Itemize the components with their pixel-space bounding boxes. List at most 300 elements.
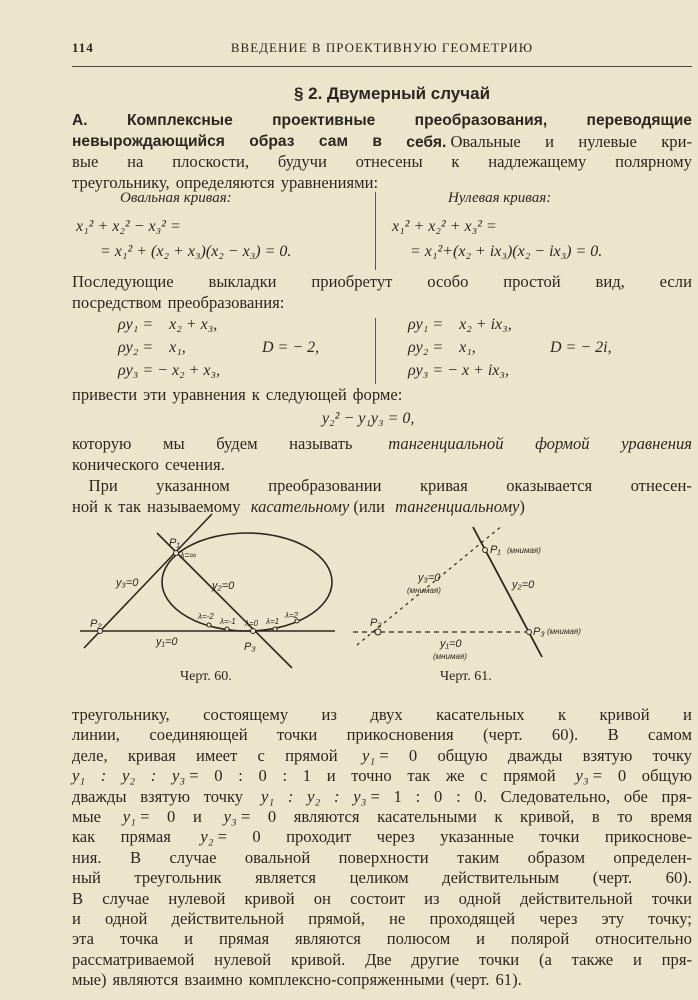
- label-y1: y₁=0: [440, 638, 462, 650]
- word: нулевые: [578, 131, 637, 151]
- word: :: [100, 766, 107, 786]
- word: дважды: [507, 745, 563, 765]
- word: треугольник: [134, 868, 222, 888]
- word: =: [375, 745, 389, 765]
- word: и: [476, 929, 485, 949]
- word-group: [406, 132, 521, 153]
- word: общую: [437, 745, 488, 765]
- word: мы: [162, 434, 185, 453]
- word: так: [407, 766, 431, 786]
- word: 0: [167, 807, 176, 826]
- word: через: [539, 909, 578, 928]
- word: являются: [112, 970, 179, 990]
- word: и: [632, 949, 642, 969]
- text-line: [72, 950, 692, 970]
- label-lambda-m1: λ=-1: [220, 617, 236, 626]
- word: точку: [203, 786, 248, 806]
- transform-left-determinant: D = − 2,: [262, 339, 320, 356]
- word: (или: [349, 497, 390, 516]
- point-p2: [375, 629, 381, 635]
- word: преобразования:: [167, 292, 285, 312]
- word: мые): [72, 970, 107, 990]
- point-lambda-m2: [207, 623, 211, 627]
- oval-equation-1: x₁² + x₂² − x₃² =: [76, 218, 181, 235]
- word-group: [353, 787, 380, 807]
- text-line: [72, 848, 692, 868]
- word: таким: [457, 847, 500, 867]
- word: на: [127, 152, 144, 171]
- word: преобразования,: [414, 112, 548, 129]
- point-p3: [251, 629, 256, 634]
- text-line: [72, 766, 692, 786]
- word: проективные: [272, 112, 376, 129]
- word: указанном: [156, 476, 230, 495]
- word: проходит: [286, 827, 352, 847]
- text-line: [72, 807, 692, 827]
- word: Две: [365, 949, 392, 969]
- word-group: [224, 807, 251, 827]
- word: ): [519, 497, 525, 516]
- word: образ: [249, 132, 295, 150]
- transform-left-3: ρy₃ = − x₂ + x₃,: [118, 362, 221, 379]
- word: и: [545, 131, 555, 151]
- word: так: [118, 497, 142, 516]
- text-line: [72, 889, 692, 909]
- word: проходящей: [429, 909, 516, 928]
- word: точно: [351, 766, 392, 786]
- text-line: [72, 272, 692, 292]
- word: прямой: [285, 745, 342, 765]
- word: не: [389, 909, 406, 928]
- word: y₂: [307, 786, 321, 806]
- label-p2: P₂: [370, 617, 382, 629]
- word: 1: [393, 786, 402, 806]
- transform-right-2: ρy₂ = x₁,: [408, 339, 476, 356]
- word: из: [321, 705, 337, 724]
- word-group: [362, 746, 389, 766]
- transform-divider: [375, 318, 376, 384]
- word: треугольнику,: [72, 705, 170, 724]
- word: 0: [214, 766, 223, 786]
- word: и: [184, 929, 194, 949]
- word: если: [659, 272, 692, 291]
- word: нулевой: [214, 949, 272, 969]
- word: пря-: [661, 786, 692, 806]
- word: обе: [623, 786, 648, 806]
- word: Последующие: [72, 272, 174, 291]
- word: эти: [143, 385, 167, 404]
- label-lambda-m2: λ=-2: [198, 612, 214, 621]
- word: касательному: [250, 497, 350, 516]
- word: определен-: [613, 847, 692, 867]
- word: уравнения: [621, 434, 692, 453]
- text-line: [72, 385, 692, 405]
- word: состоящему: [203, 705, 289, 724]
- transform-left-2: ρy₂ = x₁,: [118, 339, 186, 356]
- label-p3-note: (мнимая): [547, 627, 581, 636]
- word: 0: [408, 745, 418, 765]
- word: конического: [72, 455, 159, 474]
- word: является: [255, 868, 317, 888]
- word: кри-: [661, 131, 692, 151]
- word: двух: [370, 705, 403, 724]
- word: кривая: [419, 476, 468, 495]
- oval-equation-2: = x₁² + (x₂ + x₃)(x₂ − x₃) = 0.: [100, 243, 292, 260]
- word: полярой: [510, 929, 570, 949]
- label-y1-note: (мнимая): [433, 652, 467, 661]
- word: посредством: [72, 292, 162, 312]
- word: Комплексные: [126, 112, 233, 129]
- word: указанные: [440, 827, 514, 847]
- word: деле,: [72, 745, 108, 765]
- word: поверхности: [338, 847, 429, 867]
- word: общую: [641, 766, 692, 786]
- word: другие: [411, 949, 460, 969]
- word: будучи: [277, 152, 327, 171]
- oval-heading: Овальная кривая:: [120, 190, 232, 206]
- text-line: [72, 929, 692, 949]
- text-line: [72, 868, 692, 888]
- word: касательными: [377, 807, 477, 826]
- word: тангенциальному: [395, 497, 520, 516]
- word: комплексно-сопряженными: [248, 970, 444, 990]
- word: особо: [427, 272, 469, 291]
- word: 0: [434, 786, 443, 806]
- word: y₂: [200, 827, 214, 847]
- word: рассматриваемой: [72, 949, 195, 969]
- word-group: [200, 827, 227, 847]
- text-line: [72, 455, 692, 475]
- text-line: [72, 434, 692, 454]
- word: соединяющей: [149, 725, 248, 745]
- label-lambda-2: λ=2: [285, 611, 299, 620]
- word: к: [451, 152, 460, 171]
- header-rule: [72, 66, 692, 67]
- word: линии,: [72, 725, 120, 745]
- point-lambda-1: [273, 627, 277, 631]
- word: полярному: [615, 152, 692, 171]
- word: определяются: [175, 172, 275, 192]
- word: невырождающийся: [72, 132, 225, 150]
- word: как: [72, 827, 96, 847]
- word: точки: [277, 725, 318, 745]
- word: 60).: [551, 725, 579, 745]
- word: к: [558, 705, 567, 724]
- word: являются: [293, 807, 360, 826]
- word: с: [257, 745, 265, 765]
- word: и: [326, 766, 336, 786]
- word: относительно: [595, 929, 692, 949]
- word: прямая: [120, 827, 175, 847]
- point-p1: [174, 551, 179, 556]
- word: следующей: [265, 385, 347, 404]
- label-lambda-0: λ=0: [245, 619, 259, 628]
- word: то: [617, 807, 633, 826]
- word: себя.: [406, 133, 447, 151]
- word: кривой.: [290, 949, 346, 969]
- word: вид,: [595, 272, 625, 291]
- word: прямой,: [308, 909, 365, 928]
- word: 60).: [665, 868, 692, 888]
- word: действительным: [442, 868, 560, 888]
- label-p3: P₃: [244, 641, 256, 653]
- oval-curve: [162, 533, 332, 631]
- word: (черт.: [483, 725, 523, 745]
- word: целиком: [349, 868, 409, 888]
- label-y3: y₃=0: [116, 577, 139, 589]
- word: y₃: [223, 807, 237, 826]
- word: взаимно: [184, 970, 243, 990]
- word: из: [424, 888, 440, 908]
- word: формой: [535, 434, 590, 453]
- word: =: [213, 827, 228, 847]
- word: будем: [216, 434, 258, 453]
- text-line: [72, 827, 692, 847]
- word: эта: [72, 929, 94, 949]
- word: мые: [72, 807, 106, 826]
- word: одной: [105, 909, 148, 928]
- word: взятую: [140, 786, 190, 806]
- word: случае: [102, 888, 150, 908]
- word: оказывается: [506, 476, 593, 495]
- word: точки: [478, 949, 520, 969]
- word: время: [650, 807, 692, 826]
- word: (а: [538, 949, 552, 969]
- word: В: [129, 847, 142, 867]
- word: форме:: [352, 385, 403, 404]
- word: сам: [318, 132, 348, 150]
- word: кривой,: [520, 807, 575, 826]
- word: :: [333, 786, 340, 806]
- word: он: [313, 888, 331, 908]
- transform-right-1: ρy₁ = x₂ + ix₃,: [408, 316, 512, 333]
- label-p2: P₂: [90, 618, 102, 630]
- word: прямой: [503, 766, 560, 786]
- word: отнесен-: [630, 476, 692, 495]
- word: также: [571, 949, 614, 969]
- word: имеет: [195, 745, 238, 765]
- word: тангенциальной: [388, 434, 504, 453]
- point-p1: [483, 548, 488, 553]
- null-equation-2: = x₁²+(x₂ + ix₃)(x₂ − ix₃) = 0.: [410, 243, 603, 260]
- word: самом: [648, 725, 692, 745]
- word-group: [576, 766, 603, 786]
- point-p3: [527, 630, 532, 635]
- word: 1: [302, 766, 312, 786]
- figure-60: [80, 514, 335, 668]
- word: точка: [119, 929, 159, 949]
- word: в: [372, 132, 382, 150]
- label-y2: y₂=0: [512, 579, 535, 591]
- word: являются: [295, 929, 361, 949]
- transform-left-1: ρy₁ = x₂ + x₃,: [118, 316, 218, 333]
- word: точки: [651, 888, 692, 908]
- word: отнесены: [355, 152, 423, 171]
- text-line: [72, 152, 692, 172]
- word: :: [287, 786, 294, 806]
- figure-61-caption: Черт. 61.: [440, 669, 492, 684]
- word: называть: [289, 434, 357, 453]
- null-heading: Нулевая кривая:: [448, 190, 552, 206]
- word: :: [282, 766, 288, 786]
- word: В: [607, 725, 619, 745]
- word: y₃: [171, 766, 186, 786]
- word: случае: [169, 847, 217, 867]
- equation-divider: [375, 192, 376, 270]
- transform-right-determinant: D = − 2i,: [550, 339, 612, 356]
- word: y₃: [575, 766, 589, 786]
- word: прямая: [218, 929, 270, 949]
- label-y2: y₂=0: [212, 580, 235, 592]
- point-lambda-m1: [225, 627, 229, 631]
- word: При: [72, 476, 118, 495]
- text-line: [72, 705, 692, 725]
- word: 0: [617, 766, 627, 786]
- word: ния.: [72, 847, 102, 867]
- word: А.: [72, 112, 88, 129]
- word: действительной: [171, 909, 285, 928]
- word: y₁: [362, 745, 376, 765]
- text-line: [72, 293, 692, 313]
- word: y₁: [260, 786, 275, 806]
- word: =: [236, 807, 251, 826]
- word: и: [72, 909, 81, 928]
- word: ный: [72, 868, 101, 888]
- line-y3: [84, 514, 212, 648]
- word: точку;: [648, 909, 692, 928]
- word: y₁: [72, 766, 86, 786]
- word: y₃: [353, 786, 367, 806]
- word: эту: [601, 909, 624, 928]
- word: к: [494, 807, 503, 826]
- transform-right-3: ρy₃ = − x + ix₃,: [408, 362, 509, 379]
- word: через: [376, 827, 415, 847]
- word: =: [135, 807, 150, 826]
- word: ной: [72, 497, 99, 516]
- word: Следовательно,: [500, 786, 611, 806]
- text-line: [72, 132, 692, 153]
- word: к: [104, 497, 113, 516]
- word: называемому: [147, 497, 245, 516]
- word: :: [238, 766, 243, 786]
- word: переводящие: [586, 112, 692, 129]
- word: вые: [72, 152, 99, 171]
- word-group: [172, 766, 199, 786]
- label-p1-note: (мнимая): [507, 546, 541, 555]
- word: 0: [252, 827, 261, 847]
- word: треугольнику,: [72, 172, 170, 192]
- word: нулевой: [168, 888, 226, 908]
- word: касательных: [436, 705, 525, 724]
- word: с: [480, 766, 488, 786]
- word: =: [185, 766, 199, 786]
- label-y3-note: (мнимая): [407, 586, 441, 595]
- word: точки: [539, 827, 580, 847]
- word: приобретут: [311, 272, 393, 291]
- word: 0.: [474, 786, 487, 806]
- section-title: § 2. Двумерный случай: [293, 84, 491, 103]
- word: кривой: [244, 888, 295, 908]
- text-line: [72, 725, 692, 745]
- word: преобразовании: [268, 476, 382, 495]
- label-p1: P₁: [490, 544, 501, 556]
- word: =: [366, 786, 380, 806]
- page-number: 114: [72, 40, 94, 55]
- word: уравнения: [172, 385, 246, 404]
- word: :: [150, 766, 157, 786]
- text-line: [72, 909, 692, 929]
- text-line: [72, 970, 692, 990]
- text-line: [72, 476, 692, 496]
- word: полюсом: [386, 929, 451, 949]
- word: пря-: [661, 949, 692, 969]
- word: :: [415, 786, 421, 806]
- null-equation-1: x₁² + x₂² + x₃² =: [392, 218, 497, 235]
- word: привести: [72, 385, 138, 404]
- word: =: [588, 766, 603, 786]
- word: в: [591, 807, 600, 826]
- word: кривая: [127, 745, 176, 765]
- word: простой: [503, 272, 561, 291]
- word: взятую: [582, 745, 633, 765]
- word: же: [445, 766, 465, 786]
- tangential-equation: y₂² − y₁y₃ = 0,: [322, 410, 415, 427]
- word: :: [456, 786, 461, 806]
- label-y3: y₃=0: [418, 572, 441, 584]
- word: В: [72, 888, 84, 908]
- word: плоскости,: [172, 152, 250, 171]
- word: 0: [258, 766, 267, 786]
- running-title: ВВЕДЕНИЕ В ПРОЕКТИВНУЮ ГЕОМЕТРИЮ: [230, 40, 534, 55]
- label-p1: P₁: [169, 537, 180, 549]
- word-group: [123, 807, 150, 827]
- label-lambda-1: λ=1: [266, 617, 280, 626]
- text-line: [72, 111, 692, 131]
- word: кривой: [599, 705, 650, 724]
- word: сечения.: [164, 455, 225, 474]
- word: состоит: [350, 888, 405, 908]
- word: которую: [72, 434, 132, 453]
- word: Овальные: [446, 131, 521, 151]
- text-line: [72, 787, 692, 807]
- word: точку: [652, 745, 692, 765]
- word: и: [683, 705, 692, 724]
- word: y₂: [121, 766, 136, 786]
- word: y₁: [122, 807, 136, 826]
- word: одной: [458, 888, 501, 908]
- running-header: [72, 40, 692, 62]
- label-lambda-inf: λ=∞: [180, 550, 197, 560]
- word: действительной: [520, 888, 633, 908]
- word: 61).: [495, 970, 522, 990]
- word: и: [192, 807, 206, 826]
- word: прикосновения: [346, 725, 454, 745]
- word: выкладки: [208, 272, 277, 291]
- text-line: [72, 746, 692, 766]
- figures: [0, 500, 698, 700]
- word: образом: [527, 847, 586, 867]
- word: (черт.: [592, 868, 633, 888]
- word: уравнениями:: [280, 172, 379, 192]
- label-p3: P₃: [533, 626, 545, 638]
- label-y1: y₁=0: [156, 636, 178, 648]
- word: (черт.: [450, 970, 490, 990]
- figure-60-caption: Черт. 60.: [180, 669, 232, 684]
- word: овальной: [244, 847, 311, 867]
- word: надлежащему: [488, 152, 587, 171]
- word: к: [251, 385, 260, 404]
- word: прикоснове-: [604, 827, 692, 847]
